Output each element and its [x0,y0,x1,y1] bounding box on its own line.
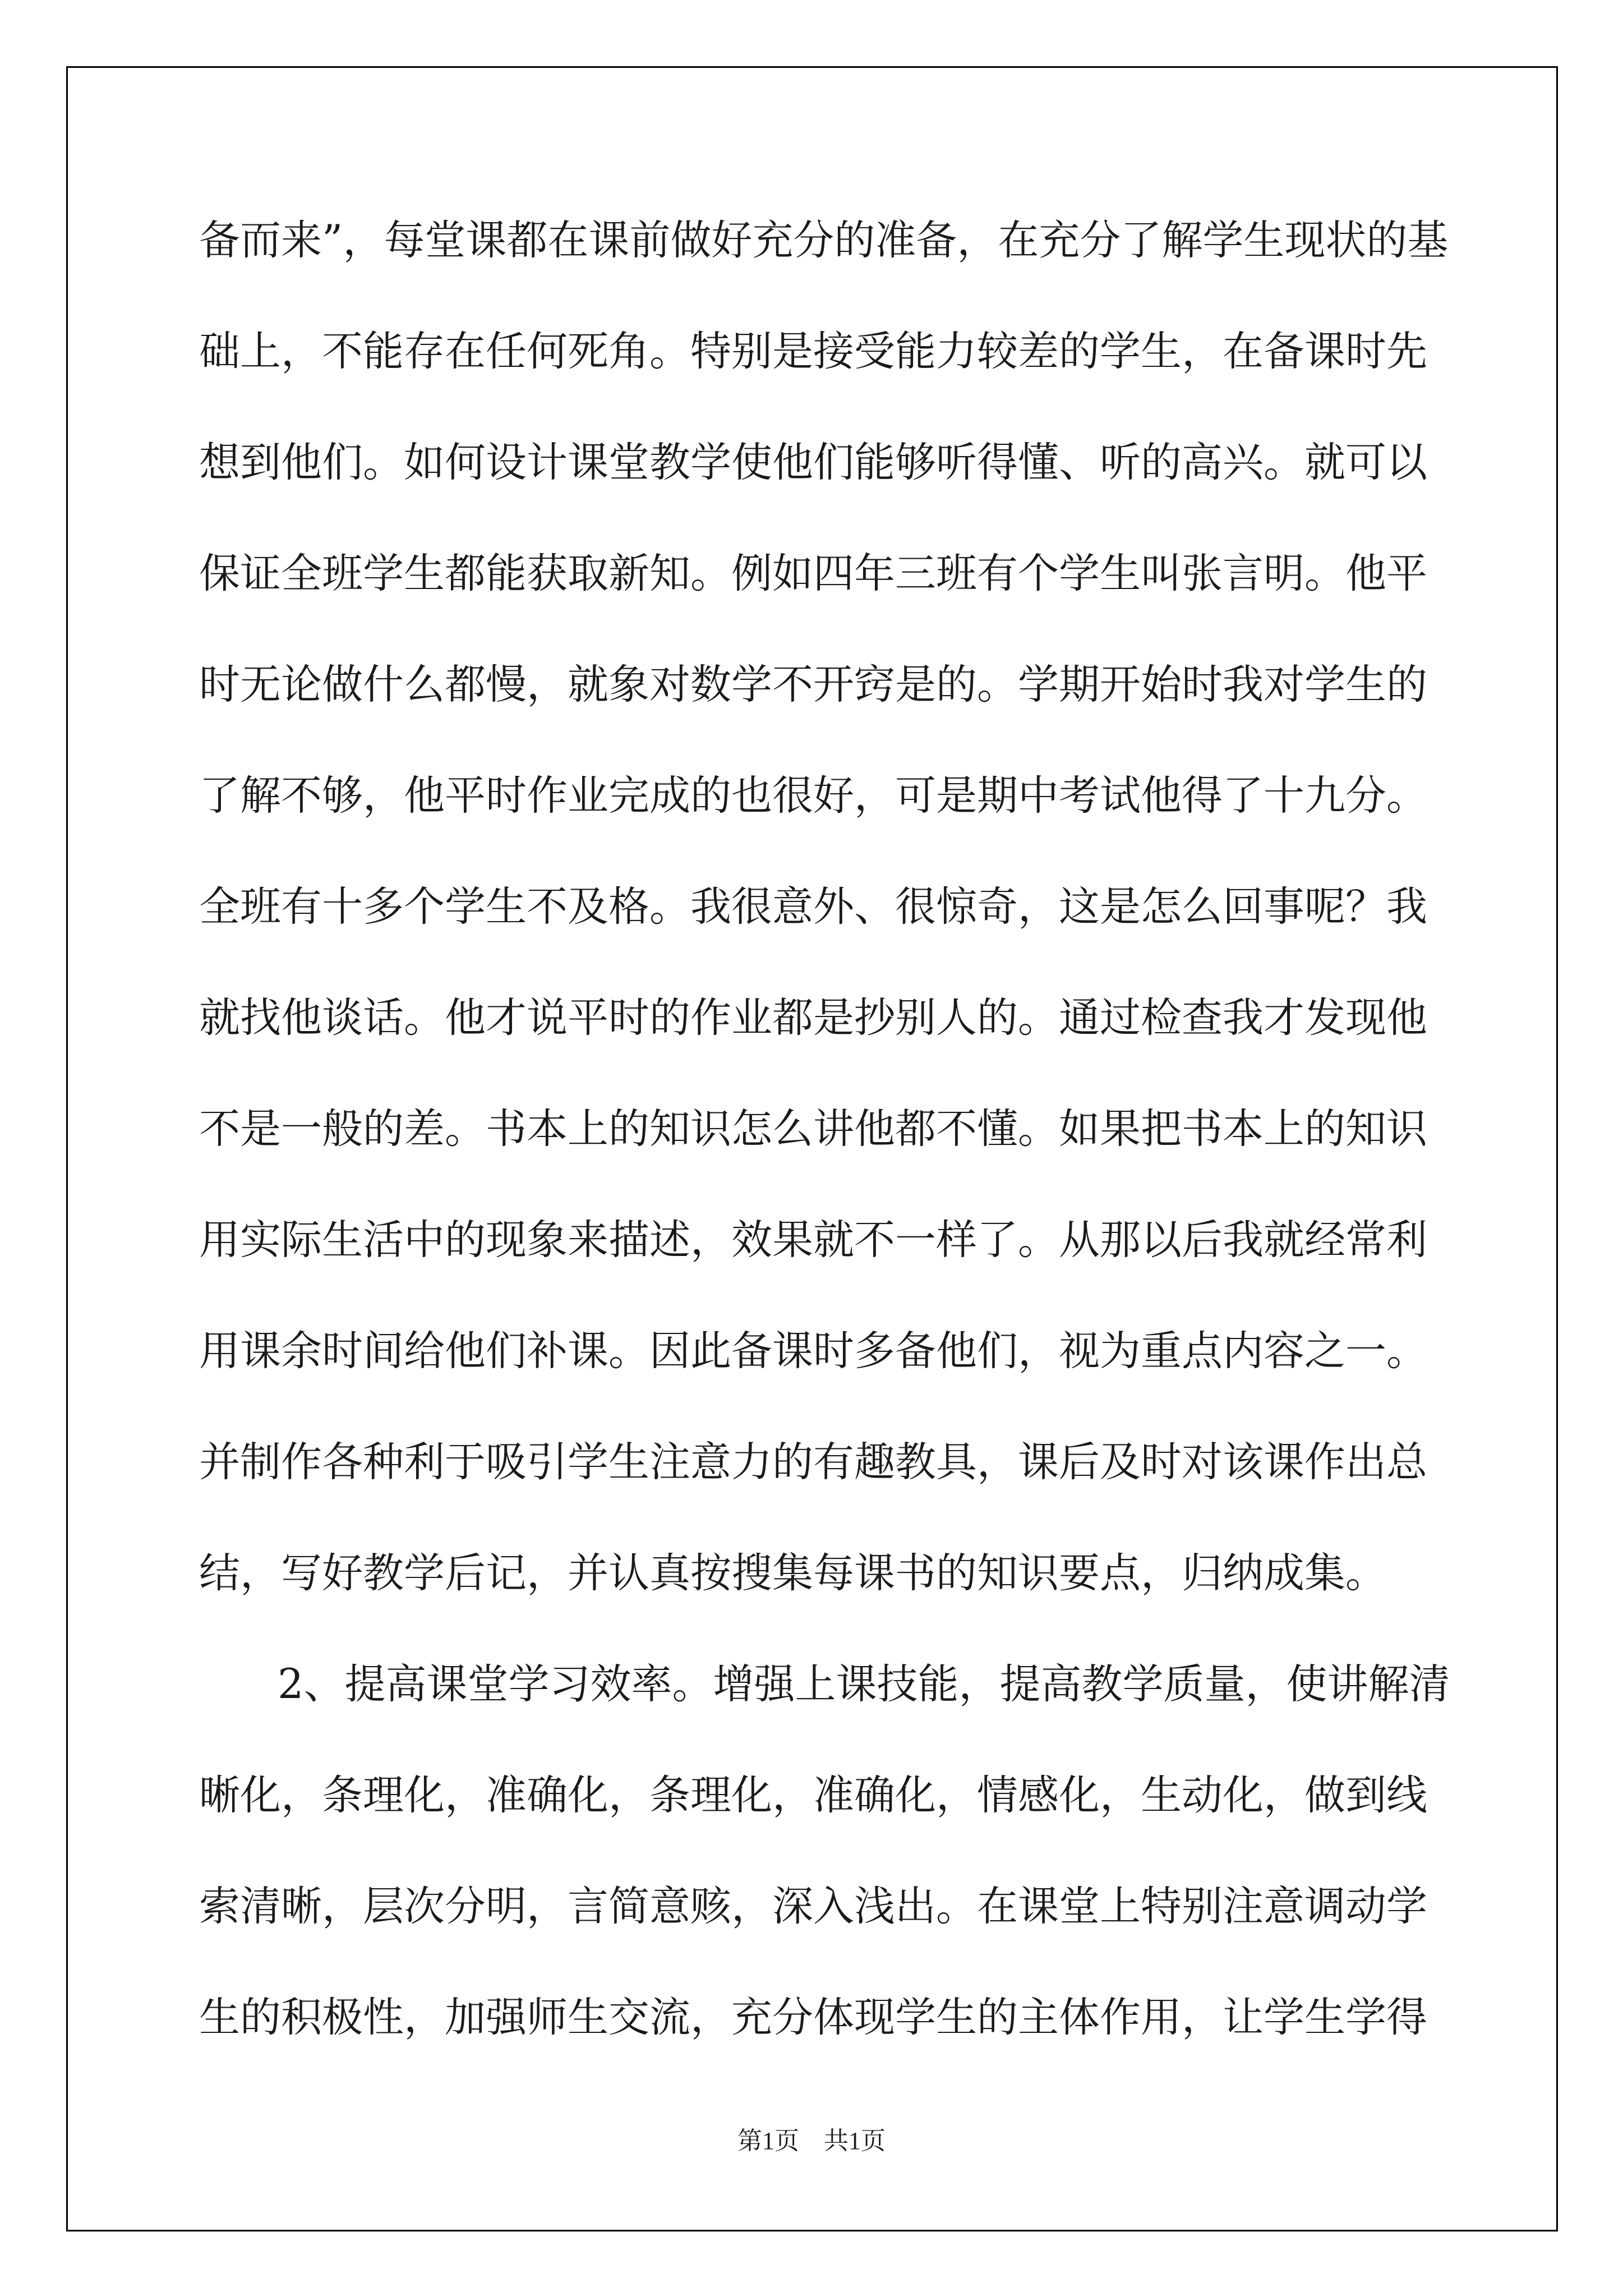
text-line: 晰化，条理化，准确化，条理化，准确化，情感化，生动化，做到线 [199,1772,1427,1819]
text-line: 就找他谈话。他才说平时的作业都是抄别人的。通过检查我才发现他 [199,994,1427,1042]
body-text [199,217,1450,2108]
text-line: 全班有十多个学生不及格。我很意外、很惊奇，这是怎么回事呢？我 [199,883,1427,931]
text-line: 保证全班学生都能获取新知。例如四年三班有个学生叫张言明。他平 [199,550,1427,597]
text-line: 时无论做什么都慢，就象对数学不开窍是的。学期开始时我对学生的 [199,661,1427,708]
text-line: 生的积极性，加强师生交流，充分体现学生的主体作用，让学生学得 [199,1994,1427,2041]
text-line: 并制作各种利于吸引学生注意力的有趣教具，课后及时对该课作出总 [199,1438,1427,1486]
text-line: 用课余时间给他们补课。因此备课时多备他们，视为重点内容之一。 [199,1327,1427,1375]
text-line: 了解不够，他平时作业完成的也很好，可是期中考试他得了十九分。 [199,772,1427,820]
text-line: 础上，不能存在任何死角。特别是接受能力较差的学生，在备课时先 [199,328,1427,375]
text-line: 不是一般的差。书本上的知识怎么讲他都不懂。如果把书本上的知识 [199,1105,1427,1153]
text-line: 2、提高课堂学习效率。增强上课技能，提高教学质量，使讲解清 [278,1660,1450,1708]
text-line: 用实际生活中的现象来描述，效果就不一样了。从那以后我就经常利 [199,1216,1427,1264]
text-line: 索清晰，层次分明，言简意赅，深入浅出。在课堂上特别注意调动学 [199,1883,1427,1930]
page-number-footer: 第1页 共1页 [737,2127,886,2155]
text-line: 想到他们。如何设计课堂教学使他们能够听得懂、听的高兴。就可以 [199,439,1427,486]
text-line: 结，写好教学后记，并认真按搜集每课书的知识要点，归纳成集。 [199,1549,1386,1597]
text-line: 备而来”，每堂课都在课前做好充分的准备，在充分了解学生现状的基 [199,217,1449,264]
